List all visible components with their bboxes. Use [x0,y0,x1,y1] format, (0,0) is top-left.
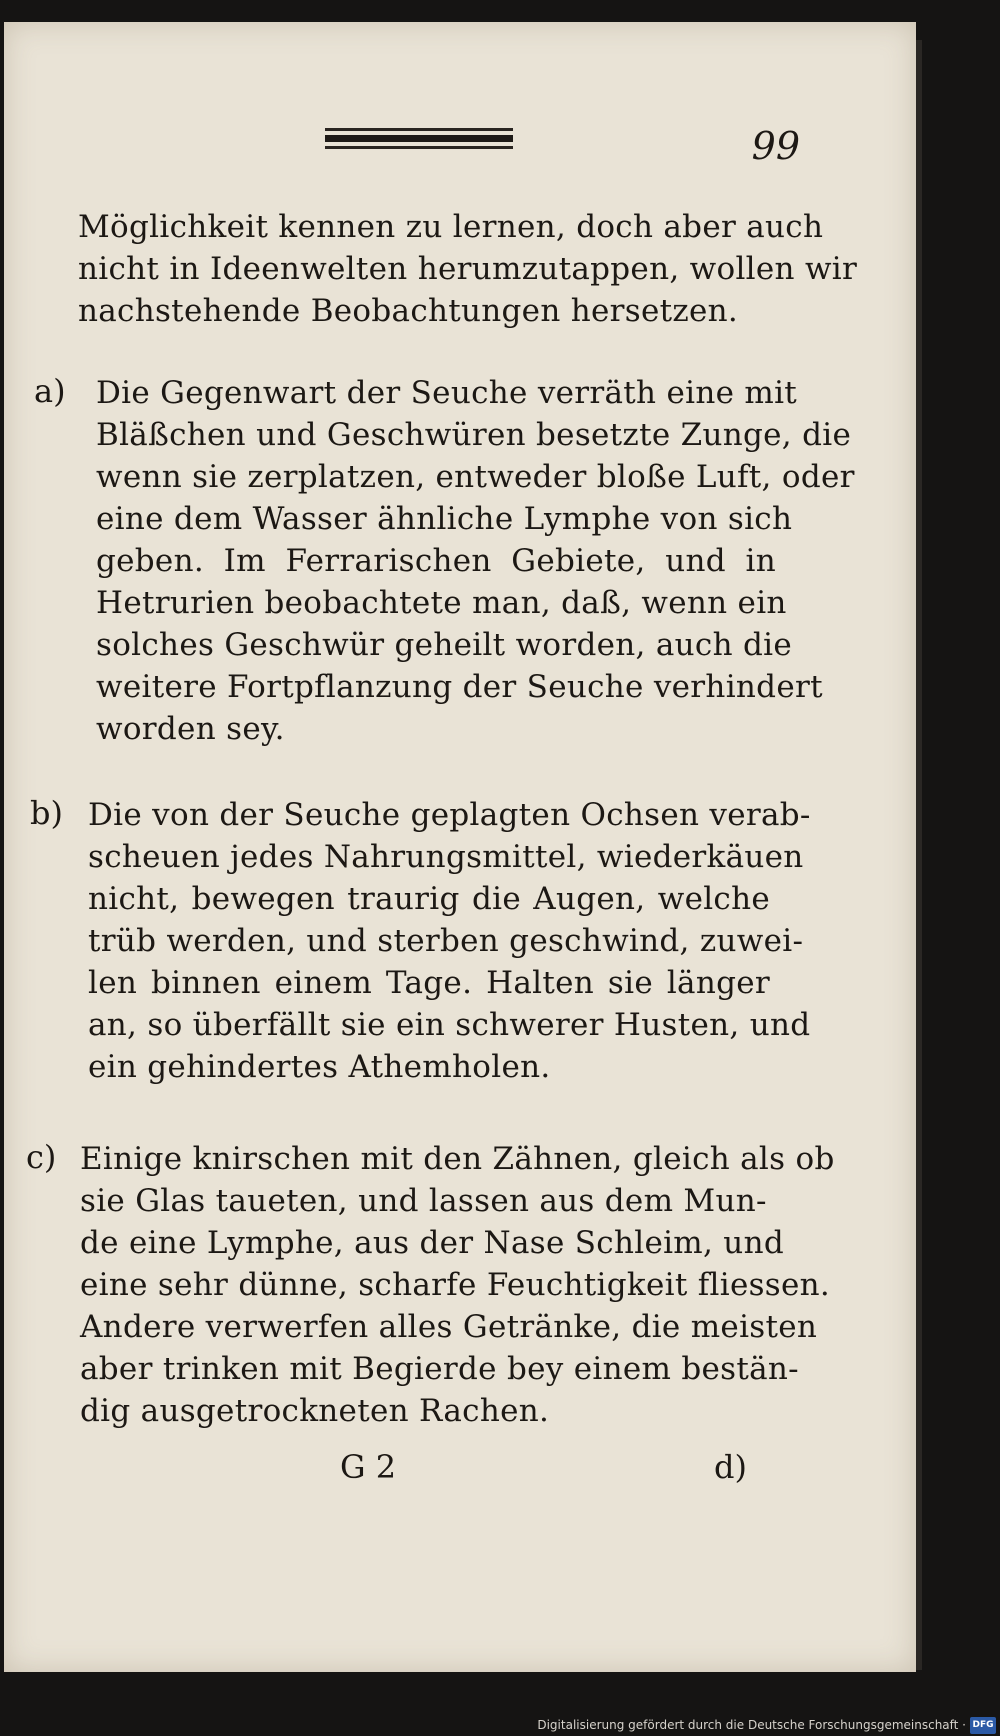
item-b-paragraph [88,794,811,1088]
dfg-logo-icon: DFG [970,1717,996,1734]
page-edge-shadow [916,40,922,1670]
item-c-line: Einige knirschen mit den Zähnen, gleich als ob [80,1141,835,1177]
item-a-line: Bläßchen und Geschwüren besetzte Zunge, die [96,417,852,453]
item-b-line: len binnen einem Tage. Halten sie länger [88,965,770,1001]
item-c-line: sie Glas taueten, und lassen aus dem Mun- [80,1183,767,1219]
item-c-line: eine sehr dünne, scharfe Feuchtigkeit fliessen. [80,1267,831,1303]
item-a-line: Hetrurien beobachtete man, daß, wenn ein [96,585,787,621]
catchword: d) [714,1448,747,1486]
item-c-line: de eine Lymphe, aus der Nase Schleim, und [80,1225,784,1261]
item-c-label: c) [26,1138,57,1176]
signature-mark: G 2 [340,1448,397,1486]
page-number: 99 [751,124,800,168]
item-a-line: weitere Fortpflanzung der Seuche verhindert [96,669,823,705]
item-b-label: b) [30,794,63,832]
intro-line: nicht in Ideenwelten herumzutappen, wollen wir [78,251,858,287]
item-b-line: trüb werden, und sterben geschwind, zuwei- [88,923,804,959]
funding-credit: Digitalisierung gefördert durch die Deutsche Forschungsgemeinschaft · [537,1718,966,1732]
item-b-line: Die von der Seuche geplagten Ochsen verab- [88,797,811,833]
item-a-line: wenn sie zerplatzen, entweder bloße Luft, oder [96,459,855,495]
intro-line: nachstehende Beobachtungen hersetzen. [78,293,739,329]
item-a-paragraph [96,372,855,750]
item-b-line: an, so überfällt sie ein schwerer Husten, und [88,1007,811,1043]
digitization-footer [0,1716,1000,1736]
item-c-line: aber trinken mit Begierde bey einem bestän- [80,1351,799,1387]
item-c-paragraph [80,1138,835,1432]
item-b-line: nicht, bewegen traurig die Augen, welche [88,881,770,917]
item-a-line: solches Geschwür geheilt worden, auch die [96,627,792,663]
item-b-line: ein gehindertes Athemholen. [88,1049,551,1085]
item-a-label: a) [34,372,66,410]
rule-line-bottom [325,146,513,149]
item-a-line: geben. Im Ferrarischen Gebiete, und in [96,543,776,579]
item-b-line: scheuen jedes Nahrungsmittel, wiederkäuen [88,839,804,875]
intro-line: Möglichkeit kennen zu lernen, doch aber auch [78,209,824,245]
intro-paragraph [78,206,858,332]
rule-line-middle [325,135,513,142]
header-ornament-rule [325,128,513,150]
item-a-line: worden sey. [96,711,285,747]
rule-line-top [325,128,513,131]
item-a-line: eine dem Wasser ähnliche Lymphe von sich [96,501,793,537]
item-c-line: Andere verwerfen alles Getränke, die meisten [80,1309,818,1345]
item-a-line: Die Gegenwart der Seuche verräth eine mit [96,375,798,411]
item-c-line: dig ausgetrockneten Rachen. [80,1393,550,1429]
